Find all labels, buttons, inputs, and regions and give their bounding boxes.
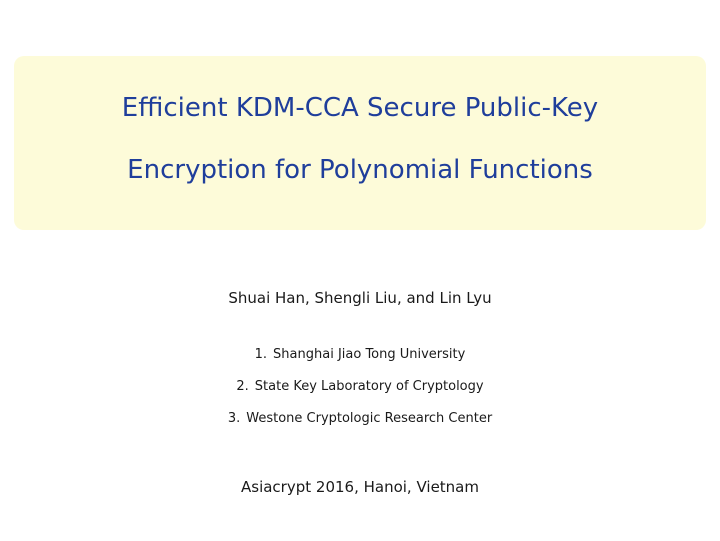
conference-venue: Asiacrypt 2016, Hanoi, Vietnam <box>241 478 479 496</box>
affiliation-1 <box>0 347 720 362</box>
author-list: Shuai Han, Shengli Liu, and Lin Lyu <box>228 289 492 307</box>
affiliation-2 <box>0 379 720 394</box>
title-block <box>14 56 706 230</box>
affiliation-number: 3. <box>227 411 241 426</box>
affiliation-name: Shanghai Jiao Tong University <box>273 347 466 362</box>
affiliation-3 <box>0 411 720 426</box>
affiliation-number: 1. <box>254 347 268 362</box>
slide-title-line-1: Efficient KDM-CCA Secure Public-Key <box>121 93 599 123</box>
affiliation-name: Westone Cryptologic Research Center <box>246 411 493 426</box>
affiliation-number: 2. <box>236 379 249 394</box>
affiliation-name: State Key Laboratory of Cryptology <box>254 379 484 394</box>
slide-title-line-2: Encryption for Polynomial Functions <box>127 155 593 185</box>
